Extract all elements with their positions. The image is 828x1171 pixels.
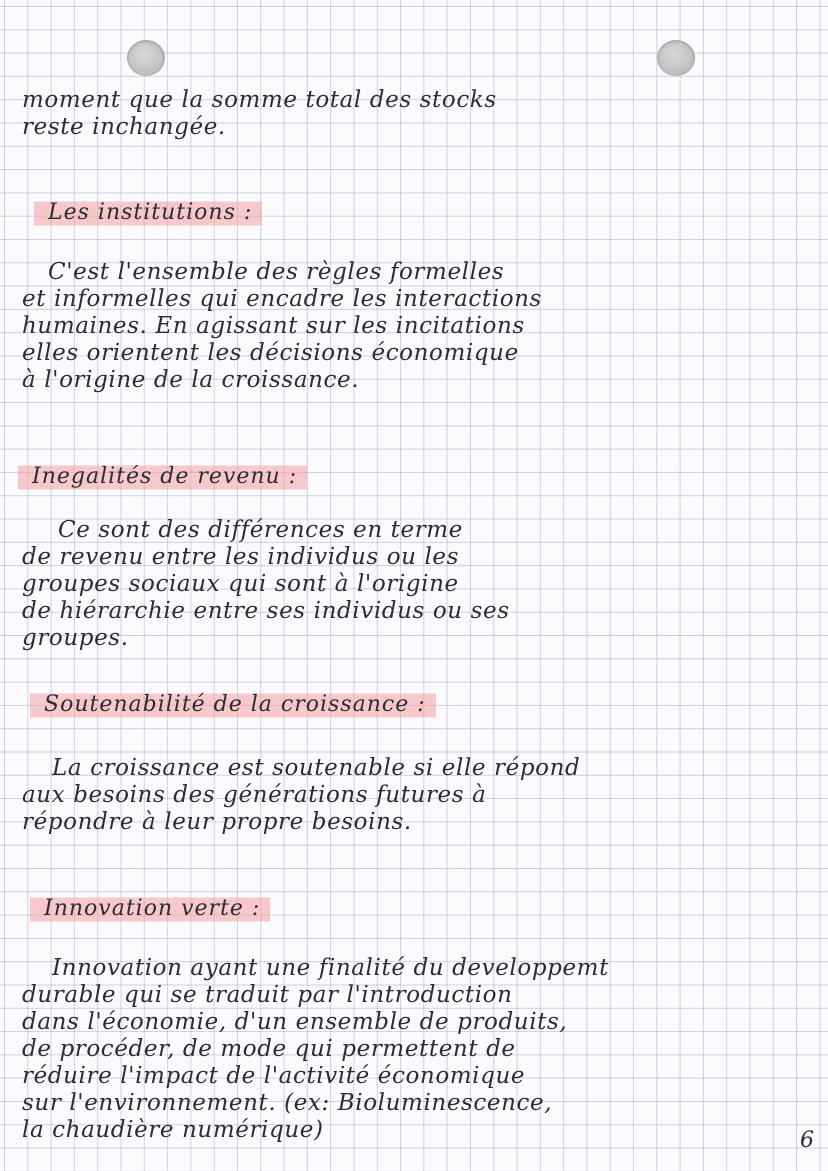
paragraph-line: elles orientent les décisions économique bbox=[22, 340, 519, 366]
paragraph-line: groupes sociaux qui sont à l'origine bbox=[22, 571, 459, 597]
paragraph-line: de hiérarchie entre ses individus ou ses bbox=[22, 598, 510, 624]
paragraph-line: la chaudière numérique) bbox=[22, 1117, 324, 1143]
paragraph-line: C'est l'ensemble des règles formelles bbox=[48, 259, 505, 285]
paragraph-line: sur l'environnement. (ex: Bioluminescence, bbox=[22, 1090, 553, 1116]
paragraph-line: La croissance est soutenable si elle répond bbox=[52, 755, 581, 781]
paragraph-line: à l'origine de la croissance. bbox=[22, 367, 360, 393]
section-heading: Soutenabilité de la croissance : bbox=[30, 690, 436, 720]
punch-hole-left bbox=[127, 40, 165, 76]
punch-hole-right bbox=[657, 40, 695, 76]
paragraph-line: humaines. En agissant sur les incitations bbox=[22, 313, 525, 339]
paragraph-line: groupes. bbox=[22, 625, 129, 651]
paragraph-line: Innovation ayant une finalité du developpemt bbox=[52, 955, 609, 981]
paragraph-line: répondre à leur propre besoins. bbox=[22, 809, 412, 835]
paragraph-line: Ce sont des différences en terme bbox=[58, 517, 463, 543]
paragraph-line: de procéder, de mode qui permettent de bbox=[22, 1036, 516, 1062]
paragraph-line: et informelles qui encadre les interactions bbox=[22, 286, 542, 312]
paragraph-line: aux besoins des générations futures à bbox=[22, 782, 487, 808]
intro-line: reste inchangée. bbox=[22, 114, 226, 140]
section-heading: Les institutions : bbox=[34, 198, 262, 228]
paragraph-line: réduire l'impact de l'activité économique bbox=[22, 1063, 526, 1089]
paragraph-line: durable qui se traduit par l'introduction bbox=[22, 982, 513, 1008]
intro-line: moment que la somme total des stocks bbox=[22, 87, 497, 113]
paragraph-line: de revenu entre les individus ou les bbox=[22, 544, 460, 570]
section-heading: Inegalités de revenu : bbox=[18, 462, 307, 492]
paragraph-line: dans l'économie, d'un ensemble de produits, bbox=[22, 1009, 568, 1035]
page-number: 6 bbox=[800, 1128, 814, 1153]
section-heading: Innovation verte : bbox=[30, 894, 270, 924]
